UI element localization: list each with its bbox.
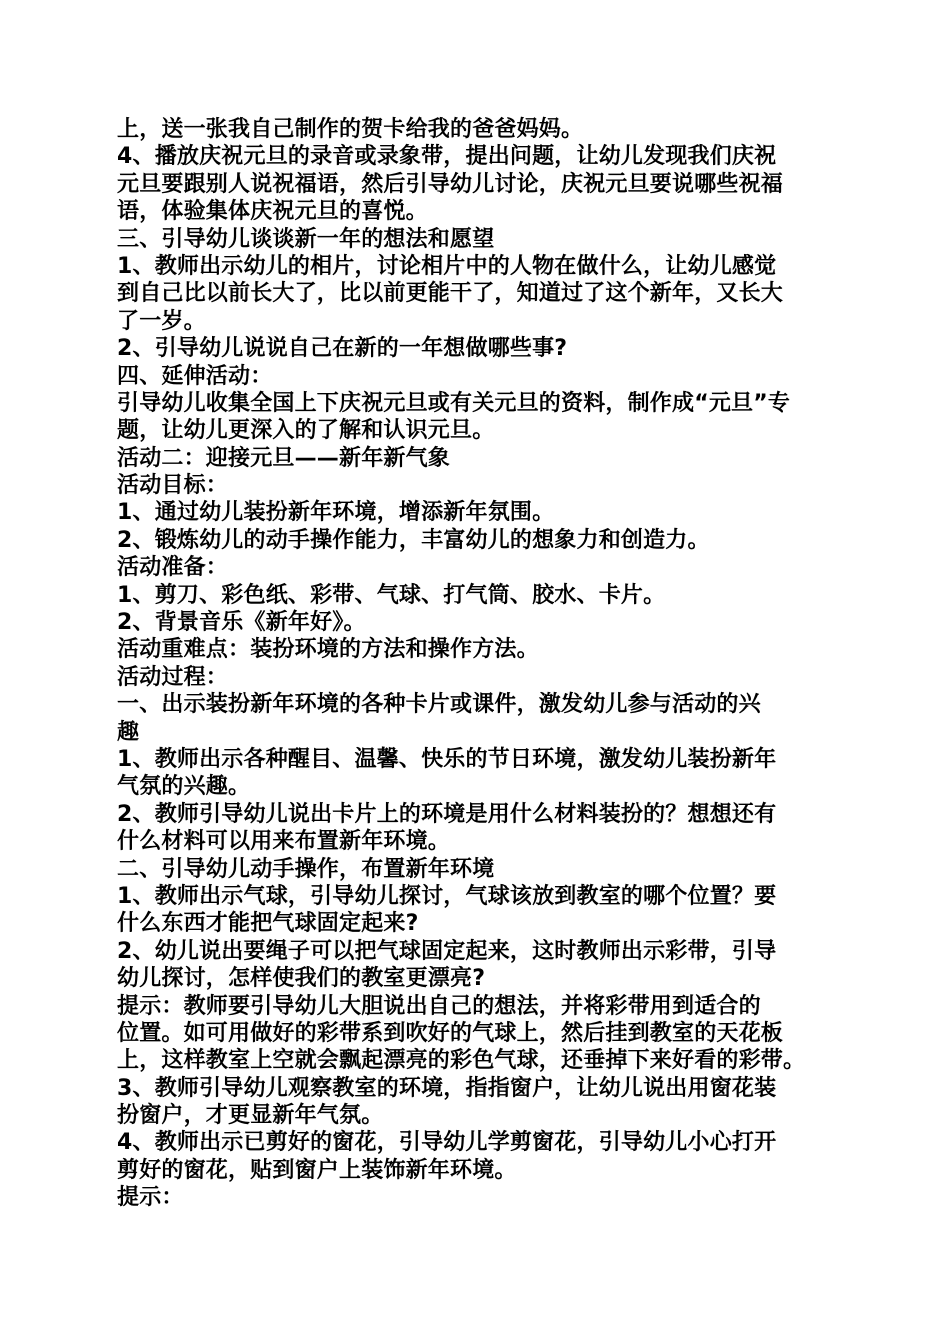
section-heading: 二、引导幼儿动手操作，布置新年环境 xyxy=(117,856,495,882)
text-line: 剪好的窗花，贴到窗户上装饰新年环境。 xyxy=(117,1157,517,1183)
text-line: 4、播放庆祝元旦的录音或录象带，提出问题，让幼儿发现我们庆祝 xyxy=(117,144,777,170)
text-line: 语，体验集体庆祝元旦的喜悦。 xyxy=(117,199,428,225)
text-line: 2、引导幼儿说说自己在新的一年想做哪些事? xyxy=(117,336,568,362)
activity-title: 活动二：迎接元旦——新年新气象 xyxy=(117,445,451,471)
section-heading: 活动目标： xyxy=(117,473,229,499)
text-line: 3、教师引导幼儿观察教室的环境，指指窗户，让幼儿说出用窗花装 xyxy=(117,1075,777,1101)
text-line: 什么材料可以用来布置新年环境。 xyxy=(117,829,451,855)
text-line: 2、锻炼幼儿的动手操作能力，丰富幼儿的想象力和创造力。 xyxy=(117,527,710,553)
text-line: 1、剪刀、彩色纸、彩带、气球、打气筒、胶水、卡片。 xyxy=(117,582,666,608)
text-line: 上，这样教室上空就会飘起漂亮的彩色气球，还垂掉下来好看的彩带。 xyxy=(117,1048,806,1074)
text-line: 提示：教师要引导幼儿大胆说出自己的想法，并将彩带用到适合的 xyxy=(117,993,761,1019)
section-heading: 活动过程： xyxy=(117,664,229,690)
text-line: 提示： xyxy=(117,1185,184,1211)
text-line: 2、教师引导幼儿说出卡片上的环境是用什么材料装扮的？想想还有 xyxy=(117,801,777,827)
section-heading: 活动重难点：装扮环境的方法和操作方法。 xyxy=(117,637,539,663)
text-line: 2、背景音乐《新年好》。 xyxy=(117,610,366,636)
text-line: 趣 xyxy=(117,719,140,745)
text-line: 气氛的兴趣。 xyxy=(117,774,251,800)
text-line: 位置。如可用做好的彩带系到吹好的气球上，然后挂到教室的天花板 xyxy=(117,1020,784,1046)
text-line: 1、教师出示各种醒目、温馨、快乐的节日环境，激发幼儿装扮新年 xyxy=(117,746,777,772)
text-line: 4、教师出示已剪好的窗花，引导幼儿学剪窗花，引导幼儿小心打开 xyxy=(117,1130,777,1156)
text-line: 扮窗户，才更显新年气氛。 xyxy=(117,1103,384,1129)
text-line: 幼儿探讨，怎样使我们的教室更漂亮? xyxy=(117,966,486,992)
text-line: 2、幼儿说出要绳子可以把气球固定起来，这时教师出示彩带，引导 xyxy=(117,938,777,964)
text-line: 上，送一张我自己制作的贺卡给我的爸爸妈妈。 xyxy=(117,117,584,142)
text-line: 元旦要跟别人说祝福语，然后引导幼儿讨论，庆祝元旦要说哪些祝福 xyxy=(117,171,784,197)
text-line: 1、通过幼儿装扮新年环境，增添新年氛围。 xyxy=(117,500,555,526)
section-heading: 三、引导幼儿谈谈新一年的想法和愿望 xyxy=(117,226,495,252)
text-line: 题，让幼儿更深入的了解和认识元旦。 xyxy=(117,418,495,444)
text-line: 引导幼儿收集全国上下庆祝元旦或有关元旦的资料，制作成“元旦”专 xyxy=(117,390,791,416)
section-heading: 四、延伸活动： xyxy=(117,363,273,389)
text-line: 了一岁。 xyxy=(117,308,206,334)
text-line: 1、教师出示气球，引导幼儿探讨，气球该放到教室的哪个位置？要 xyxy=(117,883,777,909)
text-line: 什么东西才能把气球固定起来? xyxy=(117,911,419,937)
text-line: 到自己比以前长大了，比以前更能干了，知道过了这个新年，又长大 xyxy=(117,281,784,307)
section-heading: 一、出示装扮新年环境的各种卡片或课件，激发幼儿参与活动的兴 xyxy=(117,692,761,718)
section-heading: 活动准备： xyxy=(117,555,229,581)
text-line: 1、教师出示幼儿的相片，讨论相片中的人物在做什么，让幼儿感觉 xyxy=(117,253,777,279)
document-body xyxy=(117,116,837,1212)
